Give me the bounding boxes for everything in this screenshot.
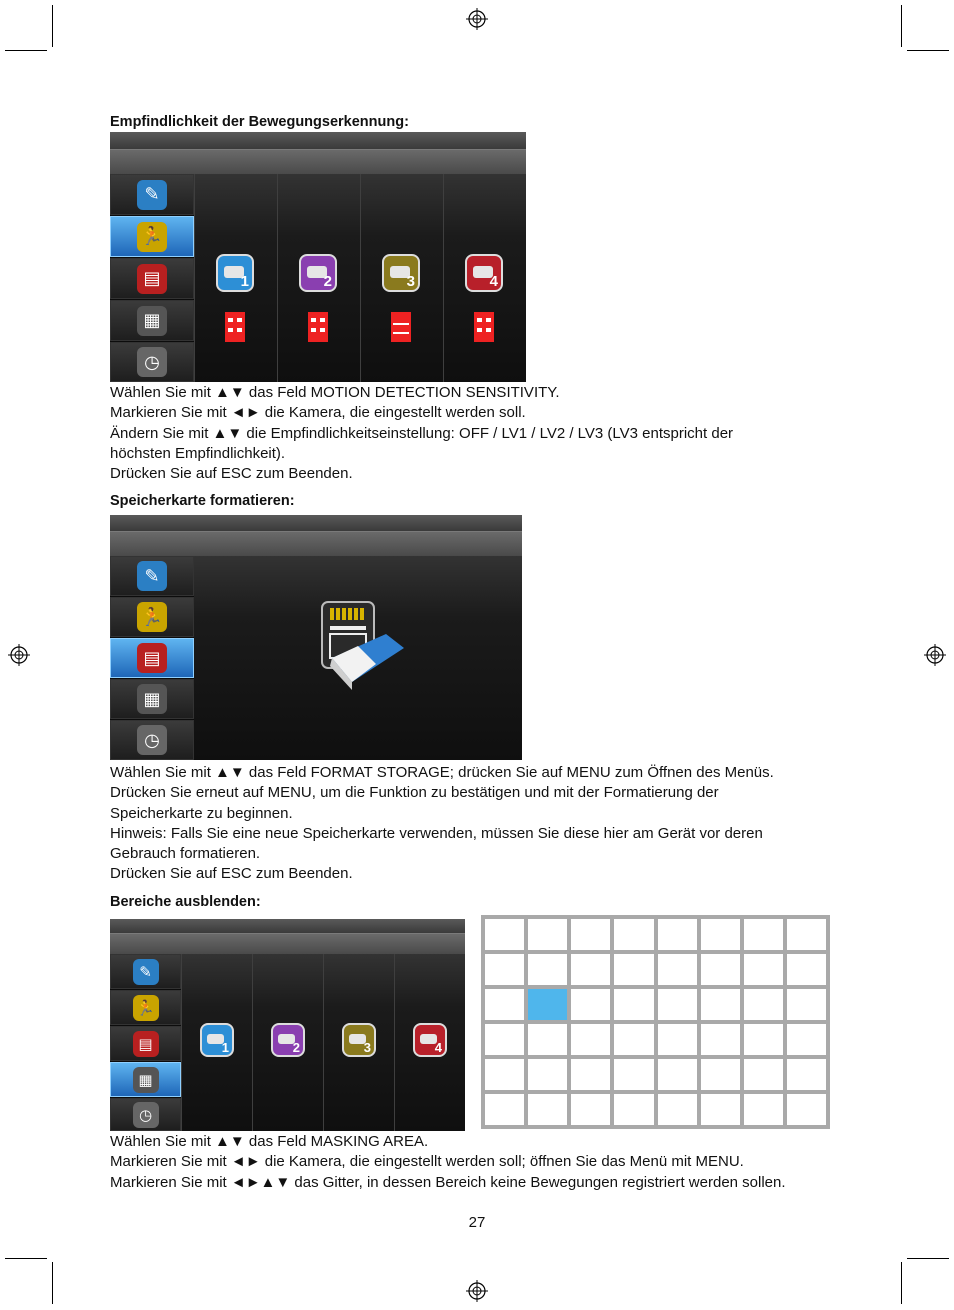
grid-cell[interactable] (744, 1059, 783, 1090)
grid-cell[interactable] (528, 954, 567, 985)
grid-cell[interactable] (528, 1059, 567, 1090)
grid-cell[interactable] (485, 989, 524, 1020)
grid-cell-selected[interactable] (528, 989, 567, 1020)
sidebar-item-timer[interactable] (110, 1098, 181, 1131)
grid-cell[interactable] (787, 1024, 826, 1055)
grid-cell[interactable] (658, 1059, 697, 1090)
camera-columns (181, 954, 465, 1131)
format-screen (110, 515, 522, 760)
sidebar-item-timer[interactable] (110, 720, 194, 760)
camera-3-icon[interactable]: 3 (342, 1023, 376, 1057)
crop-mark (901, 5, 902, 47)
sidebar-item-storage[interactable] (110, 638, 194, 678)
sidebar-item-motion[interactable] (110, 990, 181, 1025)
grid-cell[interactable] (658, 1094, 697, 1125)
grid-cell[interactable] (528, 919, 567, 950)
edit-icon: ✎ (137, 180, 167, 210)
sensitivity-instructions: Wählen Sie mit ▲▼ das Feld MOTION DETECTION SENSITIVITY. Markieren Sie mit ◄► die Kamera, die eingestellt werden soll. Ändern Sie mit ▲▼ die Empfindlichkeitseinstellung: OFF / LV1 / LV2 / LV3 (LV3 entspricht der höchsten Empfindlichkeit). Drücken Sie auf ESC zum Beenden. (110, 384, 734, 483)
registration-mark-icon (466, 8, 488, 30)
camera-3-icon[interactable]: 3 (382, 254, 420, 292)
sidebar-item-storage[interactable] (110, 1026, 181, 1061)
grid-cell[interactable] (571, 919, 610, 950)
grid-cell[interactable] (571, 989, 610, 1020)
grid-cell[interactable] (528, 1094, 567, 1125)
masking-grid[interactable] (481, 915, 830, 1129)
grid-cell[interactable] (787, 919, 826, 950)
grid-cell[interactable] (701, 954, 740, 985)
grid-cell[interactable] (787, 989, 826, 1020)
sidebar-item-masking[interactable] (110, 300, 194, 341)
camera-2-icon[interactable]: 2 (299, 254, 337, 292)
sidebar-item-masking[interactable] (110, 1062, 181, 1097)
timer-icon: ◷ (137, 347, 167, 377)
section-heading-format: Speicherkarte formatieren: (110, 493, 295, 509)
registration-mark-icon (8, 644, 30, 666)
grid-cell[interactable] (744, 954, 783, 985)
grid-cell[interactable] (485, 919, 524, 950)
grid-cell[interactable] (485, 1094, 524, 1125)
grid-cell[interactable] (528, 1024, 567, 1055)
sidebar-item-storage[interactable] (110, 258, 194, 299)
sensitivity-level-4[interactable] (474, 312, 494, 342)
camera-1-icon[interactable]: 1 (200, 1023, 234, 1057)
masking-screen (110, 919, 465, 1131)
section-heading-sensitivity: Empfindlichkeit der Bewegungserkennung: (110, 114, 409, 130)
masking-instructions: Wählen Sie mit ▲▼ das Feld MASKING AREA. Markieren Sie mit ◄► die Kamera, die eingestellt werden soll; öffnen Sie das Menü mit MENU. Markieren Sie mit ◄►▲▼ das Gitter, in dessen Bereich keine Bewegungen registriert werden sollen. (110, 1133, 786, 1191)
grid-cell[interactable] (744, 989, 783, 1020)
sensitivity-level-1[interactable] (225, 312, 245, 342)
grid-cell[interactable] (787, 1059, 826, 1090)
grid-cell[interactable] (571, 1094, 610, 1125)
format-instructions: Wählen Sie mit ▲▼ das Feld FORMAT STORAGE; drücken Sie auf MENU zum Öffnen des Menüs. Drücken Sie erneut auf MENU, um die Funktion zu bestätigen und mit der Formatierung der Speicherkarte zu beginnen. Hinweis: Falls Sie eine neue Speicherkarte verwenden, müssen Sie diese hier am Gerät vor deren Gebrauch formatieren. Drücken Sie auf ESC zum Beenden. (110, 764, 774, 883)
grid-cell[interactable] (658, 989, 697, 1020)
grid-cell[interactable] (787, 954, 826, 985)
motion-icon: 🏃 (137, 602, 167, 632)
grid-cell[interactable] (614, 1094, 653, 1125)
grid-cell[interactable] (485, 1059, 524, 1090)
storage-icon: ▤ (137, 643, 167, 673)
motion-icon: 🏃 (133, 995, 159, 1021)
grid-cell[interactable] (701, 989, 740, 1020)
camera-4-icon[interactable]: 4 (413, 1023, 447, 1057)
sidebar-item-motion[interactable] (110, 216, 194, 257)
grid-cell[interactable] (701, 1024, 740, 1055)
grid-cell[interactable] (658, 1024, 697, 1055)
motion-icon: 🏃 (137, 222, 167, 252)
crop-mark (907, 50, 949, 51)
camera-2-icon[interactable]: 2 (271, 1023, 305, 1057)
sidebar-item-masking[interactable] (110, 679, 194, 719)
sidebar-item-motion[interactable] (110, 597, 194, 637)
grid-cell[interactable] (658, 919, 697, 950)
sidebar-item-edit[interactable] (110, 556, 194, 596)
grid-cell[interactable] (744, 1024, 783, 1055)
camera-columns (194, 174, 526, 382)
grid-cell[interactable] (658, 954, 697, 985)
grid-cell[interactable] (614, 919, 653, 950)
timer-icon: ◷ (133, 1102, 159, 1128)
grid-cell[interactable] (701, 1059, 740, 1090)
grid-cell[interactable] (614, 1059, 653, 1090)
registration-mark-icon (924, 644, 946, 666)
crop-mark (52, 1262, 53, 1304)
sidebar-item-edit[interactable] (110, 954, 181, 989)
grid-cell[interactable] (571, 954, 610, 985)
grid-cell[interactable] (787, 1094, 826, 1125)
timer-icon: ◷ (137, 725, 167, 755)
masking-icon: ▦ (133, 1067, 159, 1093)
crop-mark (5, 50, 47, 51)
sensitivity-level-3[interactable] (391, 312, 411, 342)
camera-1-icon[interactable]: 1 (216, 254, 254, 292)
registration-mark-icon (466, 1280, 488, 1302)
crop-mark (901, 1262, 902, 1304)
storage-icon: ▤ (137, 264, 167, 294)
sidebar-item-edit[interactable] (110, 174, 194, 215)
format-content (194, 556, 522, 760)
format-storage-icon[interactable] (318, 600, 408, 690)
grid-cell[interactable] (571, 1024, 610, 1055)
grid-cell[interactable] (614, 989, 653, 1020)
grid-cell[interactable] (614, 1024, 653, 1055)
crop-mark (5, 1258, 47, 1259)
edit-icon: ✎ (133, 959, 159, 985)
grid-cell[interactable] (744, 919, 783, 950)
sensitivity-level-2[interactable] (308, 312, 328, 342)
camera-4-icon[interactable]: 4 (465, 254, 503, 292)
grid-cell[interactable] (485, 954, 524, 985)
sidebar-item-timer[interactable] (110, 342, 194, 382)
grid-cell[interactable] (744, 1094, 783, 1125)
crop-mark (907, 1258, 949, 1259)
grid-cell[interactable] (571, 1059, 610, 1090)
page-number: 27 (468, 1214, 486, 1231)
grid-cell[interactable] (701, 1094, 740, 1125)
edit-icon: ✎ (137, 561, 167, 591)
grid-cell[interactable] (485, 1024, 524, 1055)
grid-cell[interactable] (701, 919, 740, 950)
masking-icon: ▦ (137, 684, 167, 714)
crop-mark (52, 5, 53, 47)
masking-icon: ▦ (137, 306, 167, 336)
grid-cell[interactable] (614, 954, 653, 985)
section-heading-masking: Bereiche ausblenden: (110, 894, 261, 910)
sensitivity-screen (110, 132, 526, 382)
storage-icon: ▤ (133, 1031, 159, 1057)
